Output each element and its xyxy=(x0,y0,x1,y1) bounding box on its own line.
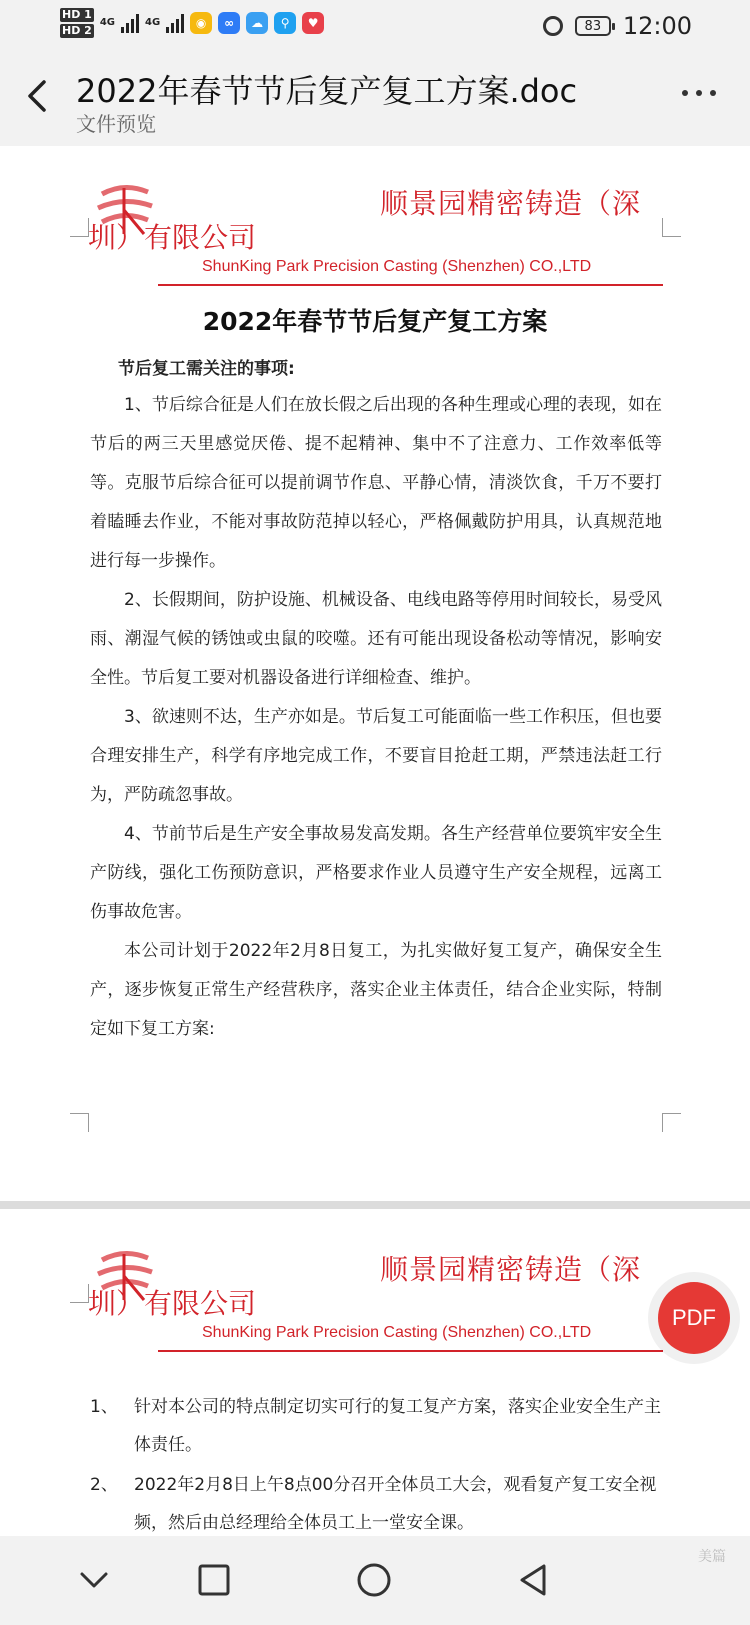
hd2-badge: HD 2 xyxy=(62,24,92,37)
letterhead-page-2 xyxy=(88,1246,663,1356)
document-subtitle: 文件预览 xyxy=(76,112,156,136)
recents-icon xyxy=(192,1558,236,1602)
company-name-cn: 顺景园精密铸造（深 xyxy=(380,1253,642,1286)
heart-app-icon: ♥ xyxy=(302,12,324,34)
network-type-2: 4G xyxy=(145,17,161,28)
link-app-icon: ∞ xyxy=(218,12,240,34)
company-name-cn: 顺景园精密铸造（深 xyxy=(380,187,642,220)
watermark: 美篇 xyxy=(698,1549,726,1565)
status-bar xyxy=(0,0,750,56)
weibo-app-icon: ◉ xyxy=(190,12,212,34)
company-name-en: ShunKing Park Precision Casting (Shenzhen) CO.,LTD xyxy=(202,1324,592,1341)
paragraph-2: 2、长假期间，防护设施、机械设备、电线电路等停用时间较长，易受风雨、潮湿气候的锈蚀或虫鼠的咬噬。还有可能出现设备松动等情况，影响安全性。节后复工要对机器设备进行详细检查、维护。 xyxy=(90,590,662,688)
back-triangle-icon xyxy=(512,1558,556,1602)
document-viewer[interactable] xyxy=(0,146,750,1536)
signal-icon xyxy=(121,13,139,33)
list-item-text: 针对本公司的特点制定切实可行的复工复产方案，落实企业安全生产主体责任。 xyxy=(134,1397,661,1455)
collapse-nav-button[interactable] xyxy=(72,1558,116,1602)
page-separator xyxy=(0,1201,750,1209)
network-type-1: 4G xyxy=(99,17,115,28)
list-item-number: 2、 xyxy=(90,1475,118,1495)
search-app-icon: ⚲ xyxy=(274,12,296,34)
back-nav-button[interactable] xyxy=(512,1558,556,1602)
hd-indicators xyxy=(60,8,94,38)
alarm-icon xyxy=(543,16,563,36)
page-corner-mark xyxy=(70,218,89,237)
home-icon xyxy=(352,1558,396,1602)
more-icon xyxy=(682,90,688,96)
app-header xyxy=(0,56,750,146)
list-item-number: 1、 xyxy=(90,1397,118,1417)
paragraph-1: 1、节后综合征是人们在放长假之后出现的各种生理或心理的表现，如在节后的两三天里感觉厌倦、提不起精神、集中不了注意力、工作效率低等等。克服节后综合征可以提前调节作息、平静心情，清淡饮食，千万不要打着瞌睡去作业，不能对事故防范掉以轻心，严格佩戴防护用具，认真规范地进行每一步操作。 xyxy=(90,395,662,571)
paragraph-3: 3、欲速则不达，生产亦如是。节后复工可能面临一些工作积压，但也要合理安排生产，科学有序地完成工作，不要盲目抢赶工期，严禁违法赶工行为，严防疏忽事故。 xyxy=(90,707,662,805)
status-left xyxy=(60,8,324,38)
page-corner-mark xyxy=(70,1284,89,1303)
recents-nav-button[interactable] xyxy=(192,1558,236,1602)
chevron-down-icon xyxy=(72,1558,116,1602)
document-heading: 2022年春节节后复产复工方案 xyxy=(202,307,548,336)
letterhead-rule xyxy=(158,1350,663,1352)
document-title: 2022年春节节后复产复工方案.doc xyxy=(76,72,578,110)
chevron-left-icon xyxy=(24,76,54,116)
page-corner-mark xyxy=(70,1113,89,1132)
list-item-text: 2022年2月8日上午8点00分召开全体员工大会，观看复产复工安全视频，然后由总经理给全体员工上一堂安全课。 xyxy=(134,1475,657,1533)
page-corner-mark xyxy=(662,1113,681,1132)
letterhead-rule xyxy=(158,284,663,286)
section-heading: 节后复工需关注的事项: xyxy=(118,359,295,379)
company-name-en: ShunKing Park Precision Casting (Shenzhen) CO.,LTD xyxy=(202,258,592,275)
cloud-app-icon: ☁ xyxy=(246,12,268,34)
letterhead xyxy=(88,180,663,290)
convert-pdf-button[interactable]: PDF xyxy=(658,1282,730,1354)
more-button[interactable] xyxy=(682,90,716,96)
battery-icon: 83 xyxy=(575,16,611,36)
company-name-cn-line2: 圳）有限公司 xyxy=(88,221,257,254)
home-nav-button[interactable] xyxy=(352,1558,396,1602)
status-right xyxy=(543,12,692,40)
system-nav-bar xyxy=(0,1536,750,1625)
clock: 12:00 xyxy=(622,12,692,40)
paragraph-5: 本公司计划于2022年2月8日复工，为扎实做好复工复产，确保安全生产，逐步恢复正常生产经营秩序，落实企业主体责任，结合企业实际，特制定如下复工方案: xyxy=(90,941,662,1039)
back-button[interactable] xyxy=(24,76,54,116)
company-name-cn-line2: 圳）有限公司 xyxy=(88,1287,257,1320)
page-corner-mark xyxy=(662,218,681,237)
hd1-badge: HD 1 xyxy=(62,8,92,21)
signal-icon-2 xyxy=(166,13,184,33)
paragraph-4: 4、节前节后是生产安全事故易发高发期。各生产经营单位要筑牢安全生产防线，强化工伤预防意识，严格要求作业人员遵守生产安全规程，远离工伤事故危害。 xyxy=(90,824,662,922)
